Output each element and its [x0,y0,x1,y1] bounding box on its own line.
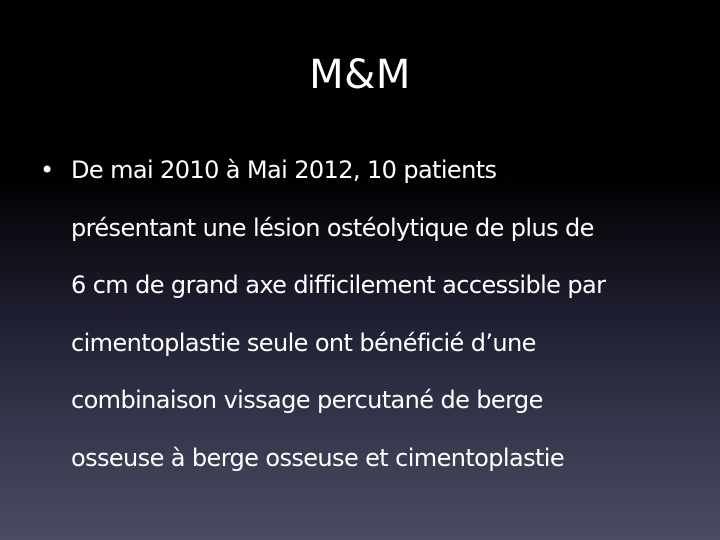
slide-body [40,142,690,487]
bullet-line-2: présentant une lésion ostéolytique de plus de [71,213,594,242]
bullet-line-6: osseuse à berge osseuse et cimentoplastie [71,443,565,472]
bullet-text [71,142,690,487]
bullet-line-3: 6 cm de grand axe difficilement accessible par [71,271,606,299]
slide-title: M&M [309,52,411,98]
bullet-line-4: cimentoplastie seule ont bénéficié d’une [71,328,536,357]
bullet-icon: • [40,156,55,184]
bullet-line-5: combinaison vissage percutané de berge [71,386,543,414]
bullet-item [40,142,690,487]
bullet-line-1: De mai 2010 à Mai 2012, 10 patients [71,156,497,184]
